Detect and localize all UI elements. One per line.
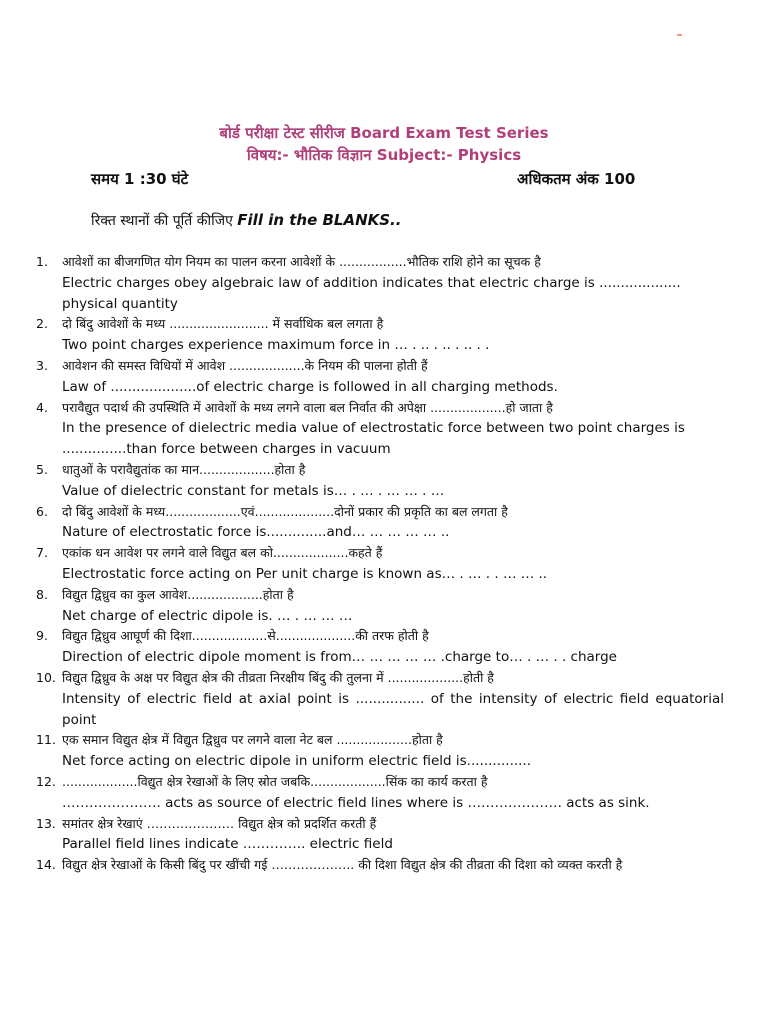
question-hindi: परावैद्युत पदार्थ की उपस्थिति में आवेशों के मध्य लगने वाला बल निर्वात की अपेक्षा ...................हो जाता है: [62, 399, 553, 415]
question-number: 12.: [36, 773, 56, 789]
question-english: Electric charges obey algebraic law of addition indicates that electric charge is ................... physical quantity: [62, 274, 681, 312]
question-item: [36, 356, 724, 398]
question-hindi: विद्युत द्विध्रुव का कुल आवेश...................होता है: [62, 586, 294, 602]
question-item: [36, 460, 724, 502]
question-english: Two point charges experience maximum force in … . .. . .. . .. . .: [62, 337, 490, 354]
question-item: [36, 855, 724, 876]
time-allowed: समय 1 :30 घंटे: [91, 170, 189, 188]
question-list: [36, 252, 724, 876]
question-number: 1.: [36, 254, 48, 269]
question-item: [36, 502, 724, 544]
subject-title: विषय:- भौतिक विज्ञान Subject:- Physics: [246, 146, 522, 164]
instruction: [91, 211, 401, 230]
question-english: …………………. acts as source of electric field lines where is ………………… acts as sink.: [62, 794, 650, 811]
question-english: Intensity of electric field at axial point is ................ of the intensity of electric field equatorial point: [62, 690, 724, 728]
question-english: Parallel field lines indicate ………….. electric field: [62, 836, 393, 853]
question-item: [36, 730, 724, 772]
question-hindi: धातुओं के परावैद्युतांक का मान...................होता है: [62, 461, 306, 477]
question-hindi: विद्युत द्विध्रुव के अक्ष पर विद्युत क्षेत्र की तीव्रता निरक्षीय बिंदु की तुलना में ...................होती है: [62, 669, 494, 685]
question-item: [36, 772, 724, 814]
question-item: [36, 252, 724, 314]
question-item: [36, 314, 724, 356]
instruction-hindi: रिक्त स्थानों की पूर्ति कीजिए: [91, 213, 238, 229]
question-number: 7.: [36, 545, 48, 561]
question-number: 4.: [36, 399, 48, 415]
question-english: Net charge of electric dipole is. … . … … …: [62, 607, 353, 624]
question-hindi: एक समान विद्युत क्षेत्र में विद्युत द्विध्रुव पर लगने वाला नेट बल ...................होता है: [62, 732, 443, 748]
question-number: 13.: [36, 815, 56, 831]
document-header: [0, 122, 768, 166]
corner-mark: [677, 34, 682, 36]
question-number: 11.: [36, 732, 56, 748]
question-hindi: एकांक धन आवेश पर लगने वाले विद्युत बल को...................कहते हैं: [62, 545, 383, 561]
question-number: 14.: [36, 857, 56, 873]
question-number: 9.: [36, 628, 48, 644]
question-hindi: आवेशन की समस्त विधियों में आवेश ...................के नियम की पालना होती हैं: [62, 357, 428, 373]
series-title: बोर्ड परीक्षा टेस्ट सीरीज Board Exam Test Series: [219, 124, 549, 142]
question-number: 3.: [36, 357, 48, 373]
question-hindi: दो बिंदु आवेशों के मध्य...................एवं....................दोनों प्रकार की प्रकृति का बल लगता है: [62, 503, 508, 519]
question-english: Net force acting on electric dipole in uniform electric field is...............: [62, 753, 532, 770]
question-hindi: समांतर क्षेत्र रेखाएं ………………… विद्युत क्षेत्र को प्रदर्शित करती हैं: [62, 815, 377, 831]
question-number: 10.: [36, 669, 56, 685]
question-english: Value of dielectric constant for metals is… . … . … … . …: [62, 482, 445, 499]
question-hindi: विद्युत क्षेत्र रेखाओं के किसी बिंदु पर खींची गई ……………….. की दिशा विद्युत क्षेत्र की तीव्रता की दिशा को व्यक्त करती है: [62, 857, 623, 873]
question-item: [36, 668, 724, 730]
question-number: 6.: [36, 503, 48, 519]
question-item: [36, 585, 724, 627]
question-hindi: दो बिंदु आवेशों के मध्य ......................... में सर्वाधिक बल लगता है: [62, 316, 384, 332]
question-english: Nature of electrostatic force is..............and… … … … … ..: [62, 524, 450, 541]
question-number: 2.: [36, 316, 48, 332]
question-item: [36, 814, 724, 856]
question-english: Electrostatic force acting on Per unit charge is known as… . … . . … … ..: [62, 565, 548, 582]
question-hindi: आवेशों का बीजगणित योग नियम का पालन करना आवेशों के .................भौतिक राशि होने का सूचक है: [62, 254, 541, 269]
question-item: [36, 398, 724, 460]
question-number: 5.: [36, 461, 48, 477]
question-english: Direction of electric dipole moment is from… … … … … .charge to… . … . . charge: [62, 649, 617, 666]
question-hindi: ...................विद्युत क्षेत्र रेखाओं के लिए स्रोत जबकि...................सिंक का कार्य करता है: [62, 773, 488, 789]
question-number: 8.: [36, 586, 48, 602]
instruction-english: Fill in the BLANKS..: [237, 211, 402, 229]
question-item: [36, 543, 724, 585]
question-hindi: विद्युत द्विध्रुव आघूर्ण की दिशा...................से....................की तरफ होती है: [62, 628, 429, 644]
question-english: In the presence of dielectric media value of electrostatic force between two point charges is ...............than force between charges in vacuum: [62, 420, 685, 458]
question-english: Law of ....................of electric charge is followed in all charging methods.: [62, 378, 558, 395]
max-marks: अधिकतम अंक 100: [517, 170, 636, 188]
question-item: [36, 626, 724, 668]
